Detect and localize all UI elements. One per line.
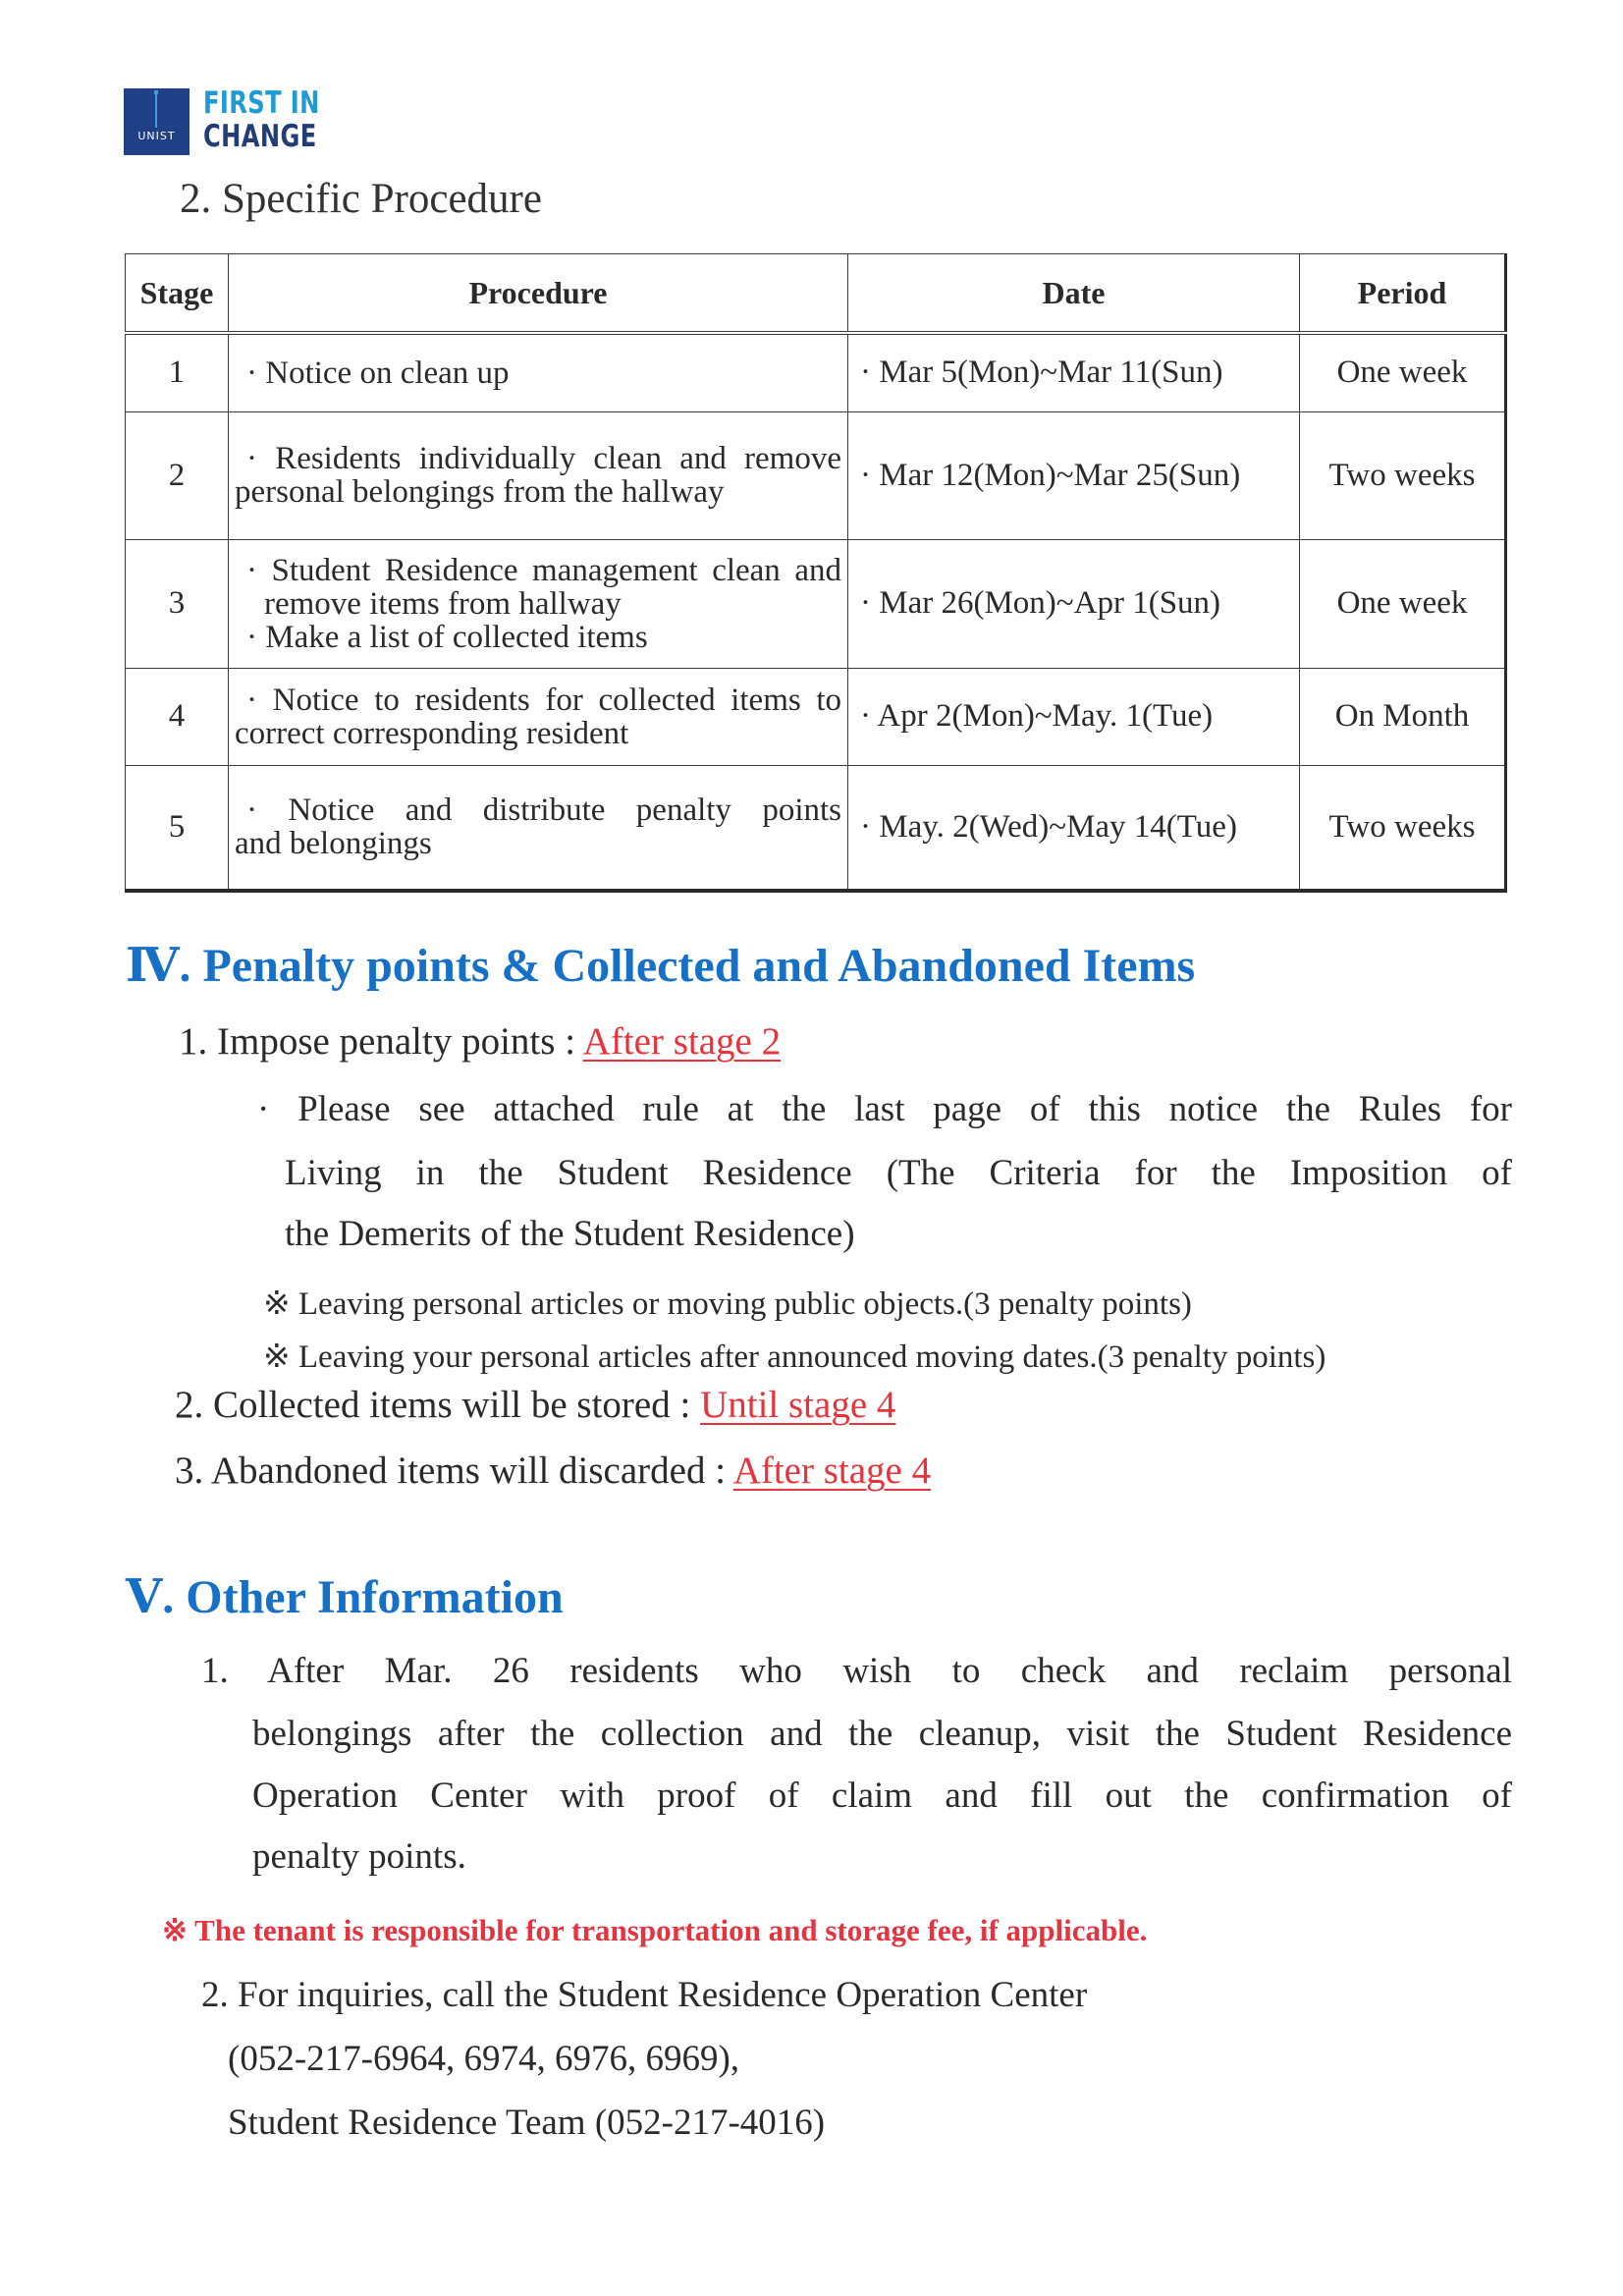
abandoned-items-highlight: After stage 4 xyxy=(732,1449,932,1492)
cell-procedure xyxy=(229,411,848,539)
paragraph-line: Operation Center with proof of claim and fill out the confirmation of xyxy=(252,1776,1512,1816)
paragraph-line: Living in the Student Residence (The Criteria for the Imposition of xyxy=(285,1153,1512,1193)
penalty-note-2: ※ Leaving your personal articles after announced moving dates.(3 penalty points) xyxy=(263,1339,1326,1375)
inquiries-line-1: 2. For inquiries, call the Student Residence Operation Center xyxy=(201,1975,1088,2015)
logo-mark-text: UNIST xyxy=(137,130,176,142)
unist-logo-mark xyxy=(124,88,189,155)
paragraph-line: 1. After Mar. 26 residents who wish to check and reclaim personal xyxy=(201,1651,1512,1691)
penalty-note-1: ※ Leaving personal articles or moving public objects.(3 penalty points) xyxy=(263,1286,1192,1322)
cell-date: · May. 2(Wed)~May 14(Tue) xyxy=(848,765,1300,891)
paragraph-line: · Please see attached rule at the last page of this notice the Rules for xyxy=(257,1089,1512,1129)
procedure-line: and belongings xyxy=(235,826,432,862)
impose-penalty-label: 1. Impose penalty points : xyxy=(179,1020,576,1063)
header-procedure: Procedure xyxy=(229,254,848,334)
paragraph-line: belongings after the collection and the cleanup, visit the Student Residence xyxy=(252,1714,1512,1754)
section-4-heading: Ⅳ. Penalty points & Collected and Abandoned Items xyxy=(126,940,1196,992)
cell-stage: 1 xyxy=(126,333,229,411)
cell-date: · Mar 26(Mon)~Apr 1(Sun) xyxy=(848,539,1300,668)
table-row xyxy=(126,539,1506,668)
header-period: Period xyxy=(1300,254,1506,334)
procedure-line: · Student Residence management clean and xyxy=(246,552,841,588)
cell-procedure xyxy=(229,333,848,411)
cell-date: · Apr 2(Mon)~May. 1(Tue) xyxy=(848,668,1300,765)
cell-date: · Mar 12(Mon)~Mar 25(Sun) xyxy=(848,411,1300,539)
section-5-heading: Ⅴ. Other Information xyxy=(126,1571,564,1623)
table-row xyxy=(126,668,1506,765)
impose-penalty-highlight: After stage 2 xyxy=(582,1020,782,1063)
cell-procedure xyxy=(229,539,848,668)
cell-period: One week xyxy=(1300,333,1506,411)
cell-stage: 5 xyxy=(126,765,229,891)
section-subtitle: 2. Specific Procedure xyxy=(180,176,542,222)
table-row xyxy=(126,411,1506,539)
procedure-line: personal belongings from the hallway xyxy=(235,474,725,510)
abandoned-items-item xyxy=(175,1449,931,1493)
header-stage: Stage xyxy=(126,254,229,334)
cell-stage: 2 xyxy=(126,411,229,539)
procedure-line: · Make a list of collected items xyxy=(246,619,648,655)
table-row xyxy=(126,333,1506,411)
logo-stem-icon xyxy=(155,94,157,128)
procedure-line: · Notice on clean up xyxy=(246,355,510,391)
cell-date: · Mar 5(Mon)~Mar 11(Sun) xyxy=(848,333,1300,411)
inquiries-phone-numbers: (052-217-6964, 6974, 6976, 6969), xyxy=(228,2039,740,2079)
cell-stage: 4 xyxy=(126,668,229,765)
cell-procedure xyxy=(229,765,848,891)
table-header-row xyxy=(126,254,1506,334)
procedure-line: · Notice and distribute penalty points xyxy=(246,793,841,829)
abandoned-items-label: 3. Abandoned items will discarded : xyxy=(175,1449,727,1492)
paragraph-line: penalty points. xyxy=(252,1836,466,1877)
cell-stage: 3 xyxy=(126,539,229,668)
reclaim-paragraph xyxy=(201,1650,1512,1878)
procedure-line: · Notice to residents for collected items to xyxy=(246,682,841,718)
procedure-line: remove items from hallway xyxy=(264,585,622,622)
inquiries-team-phone: Student Residence Team (052-217-4016) xyxy=(228,2103,826,2143)
collected-items-label: 2. Collected items will be stored : xyxy=(175,1384,691,1426)
logo-slogan-line1: FIRST IN xyxy=(203,85,320,121)
tenant-fee-note: ※ The tenant is responsible for transportation and storage fee, if applicable. xyxy=(162,1913,1148,1947)
paragraph-line: the Demerits of the Student Residence) xyxy=(285,1214,855,1254)
cell-procedure xyxy=(229,668,848,765)
logo-slogan-line2: CHANGE xyxy=(203,119,317,154)
collected-items-item xyxy=(175,1383,895,1427)
procedure-line: · Residents individually clean and remove xyxy=(246,441,841,476)
cell-period: One week xyxy=(1300,539,1506,668)
impose-penalty-item xyxy=(179,1019,781,1064)
header-date: Date xyxy=(848,254,1300,334)
procedure-line: correct corresponding resident xyxy=(235,715,629,751)
table-row xyxy=(126,765,1506,891)
collected-items-highlight: Until stage 4 xyxy=(700,1384,896,1426)
rules-reference-paragraph xyxy=(257,1088,1512,1255)
cell-period: Two weeks xyxy=(1300,765,1506,891)
cell-period: On Month xyxy=(1300,668,1506,765)
procedure-table xyxy=(125,253,1507,893)
cell-period: Two weeks xyxy=(1300,411,1506,539)
